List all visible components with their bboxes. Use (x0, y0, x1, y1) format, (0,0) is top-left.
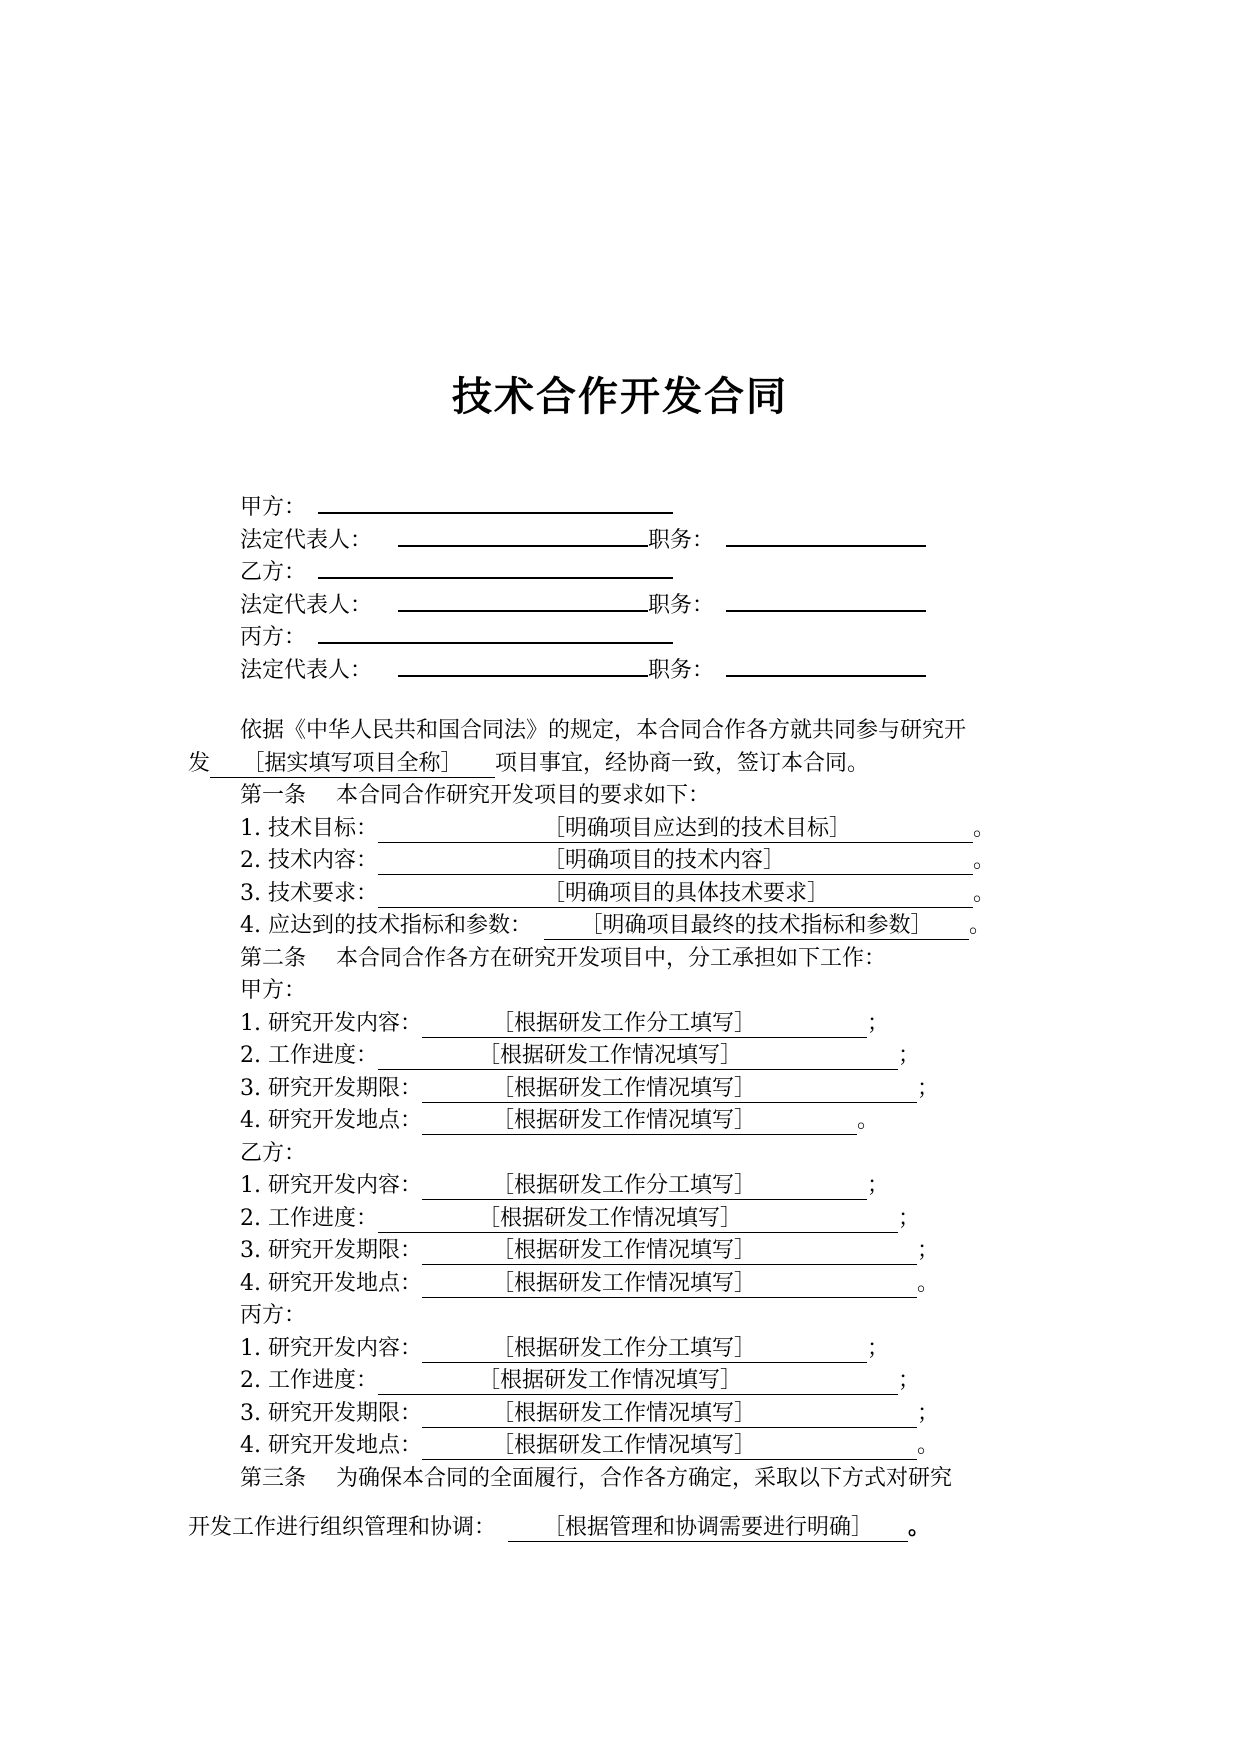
duty-label: 职务： (648, 658, 715, 683)
work-item: 4. 研究开发地点： ［根据研发工作情况填写］ 。 (240, 1108, 879, 1133)
intro-line-2: 发 ［据实填写项目全称］ 项目事宜，经协商一致，签订本合同。 (188, 751, 870, 776)
work-item: 3. 研究开发期限： ［根据研发工作情况填写］ ； (240, 1401, 939, 1426)
duty-blank[interactable] (726, 651, 926, 677)
work-item: 2. 工作进度： ［根据研发工作情况填写］ ； (240, 1043, 920, 1068)
group-yi-label: 乙方： (240, 1141, 307, 1166)
work-item: 3. 研究开发期限： ［根据研发工作情况填写］ ； (240, 1238, 939, 1263)
article-3-heading: 第三条 为确保本合同的全面履行，合作各方确定，采取以下方式对研究 (240, 1466, 953, 1491)
intro-line-1: 依据《中华人民共和国合同法》的规定，本合同合作各方就共同参与研究开 (240, 718, 967, 743)
work-field[interactable]: ［根据研发工作情况填写］ (422, 1271, 917, 1298)
party-yi-rep-row (240, 586, 926, 616)
work-field[interactable]: ［根据研发工作分工填写］ (422, 1011, 867, 1038)
work-field[interactable]: ［根据研发工作情况填写］ (422, 1238, 917, 1265)
rep-label: 法定代表人： (240, 593, 373, 618)
party-bing-rep-row (240, 651, 926, 681)
article-1-heading: 第一条 本合同合作研究开发项目的要求如下： (240, 783, 711, 808)
work-item: 4. 研究开发地点： ［根据研发工作情况填写］ 。 (240, 1271, 939, 1296)
work-field[interactable]: ［根据研发工作情况填写］ (422, 1401, 917, 1428)
work-field[interactable]: ［根据研发工作情况填写］ (378, 1206, 898, 1233)
duty-label: 职务： (648, 528, 715, 553)
tech-content-field[interactable]: ［明确项目的技术内容］ (378, 848, 973, 875)
party-jia-blank[interactable] (318, 488, 673, 514)
party-yi-row (240, 553, 673, 583)
work-item: 1. 研究开发内容： ［根据研发工作分工填写］ ； (240, 1011, 889, 1036)
group-jia-label: 甲方： (240, 978, 307, 1003)
party-bing-label: 丙方： (240, 625, 307, 650)
party-bing-blank[interactable] (318, 618, 673, 644)
party-jia-rep-row (240, 521, 926, 551)
party-bing-row (240, 618, 673, 648)
rep-label: 法定代表人： (240, 528, 373, 553)
tech-index-field[interactable]: ［明确项目最终的技术指标和参数］ (544, 913, 969, 940)
tech-requirement-field[interactable]: ［明确项目的具体技术要求］ (378, 881, 973, 908)
article-1-item: 1. 技术目标： ［明确项目应达到的技术目标］ 。 (240, 816, 995, 841)
rep-label: 法定代表人： (240, 658, 373, 683)
work-field[interactable]: ［根据研发工作情况填写］ (378, 1368, 898, 1395)
work-item: 1. 研究开发内容： ［根据研发工作分工填写］ ； (240, 1173, 889, 1198)
work-field[interactable]: ［根据研发工作情况填写］ (422, 1433, 917, 1460)
work-field[interactable]: ［根据研发工作情况填写］ (422, 1108, 857, 1135)
work-item: 3. 研究开发期限： ［根据研发工作情况填写］ ； (240, 1076, 939, 1101)
article-1-item: 2. 技术内容： ［明确项目的技术内容］ 。 (240, 848, 995, 873)
work-field[interactable]: ［根据研发工作分工填写］ (422, 1336, 867, 1363)
work-item: 2. 工作进度： ［根据研发工作情况填写］ ； (240, 1368, 920, 1393)
work-field[interactable]: ［根据研发工作情况填写］ (378, 1043, 898, 1070)
rep-blank[interactable] (398, 586, 648, 612)
work-field[interactable]: ［根据研发工作情况填写］ (422, 1076, 917, 1103)
project-name-field[interactable]: ［据实填写项目全称］ (210, 751, 495, 778)
party-yi-label: 乙方： (240, 560, 307, 585)
group-bing-label: 丙方： (240, 1303, 307, 1328)
party-jia-label: 甲方： (240, 495, 307, 520)
page-title: 技术合作开发合同 (452, 373, 788, 420)
rep-blank[interactable] (398, 521, 648, 547)
article-1-item: 4. 应达到的技术指标和参数： ［明确项目最终的技术指标和参数］ 。 (240, 913, 991, 938)
party-yi-blank[interactable] (318, 553, 673, 579)
party-jia-row (240, 488, 673, 518)
work-field[interactable]: ［根据研发工作分工填写］ (422, 1173, 867, 1200)
article-1-item: 3. 技术要求： ［明确项目的具体技术要求］ 。 (240, 881, 995, 906)
tech-goal-field[interactable]: ［明确项目应达到的技术目标］ (378, 816, 973, 843)
work-item: 1. 研究开发内容： ［根据研发工作分工填写］ ； (240, 1336, 889, 1361)
duty-blank[interactable] (726, 521, 926, 547)
article-3-line-2: 开发工作进行组织管理和协调： ［根据管理和协调需要进行明确］ 。 (188, 1514, 931, 1540)
work-item: 4. 研究开发地点： ［根据研发工作情况填写］ 。 (240, 1433, 939, 1458)
rep-blank[interactable] (398, 651, 648, 677)
duty-label: 职务： (648, 593, 715, 618)
work-item: 2. 工作进度： ［根据研发工作情况填写］ ； (240, 1206, 920, 1231)
duty-blank[interactable] (726, 586, 926, 612)
management-field[interactable]: ［根据管理和协调需要进行明确］ (508, 1515, 908, 1542)
article-2-heading: 第二条 本合同合作各方在研究开发项目中，分工承担如下工作： (240, 946, 887, 971)
